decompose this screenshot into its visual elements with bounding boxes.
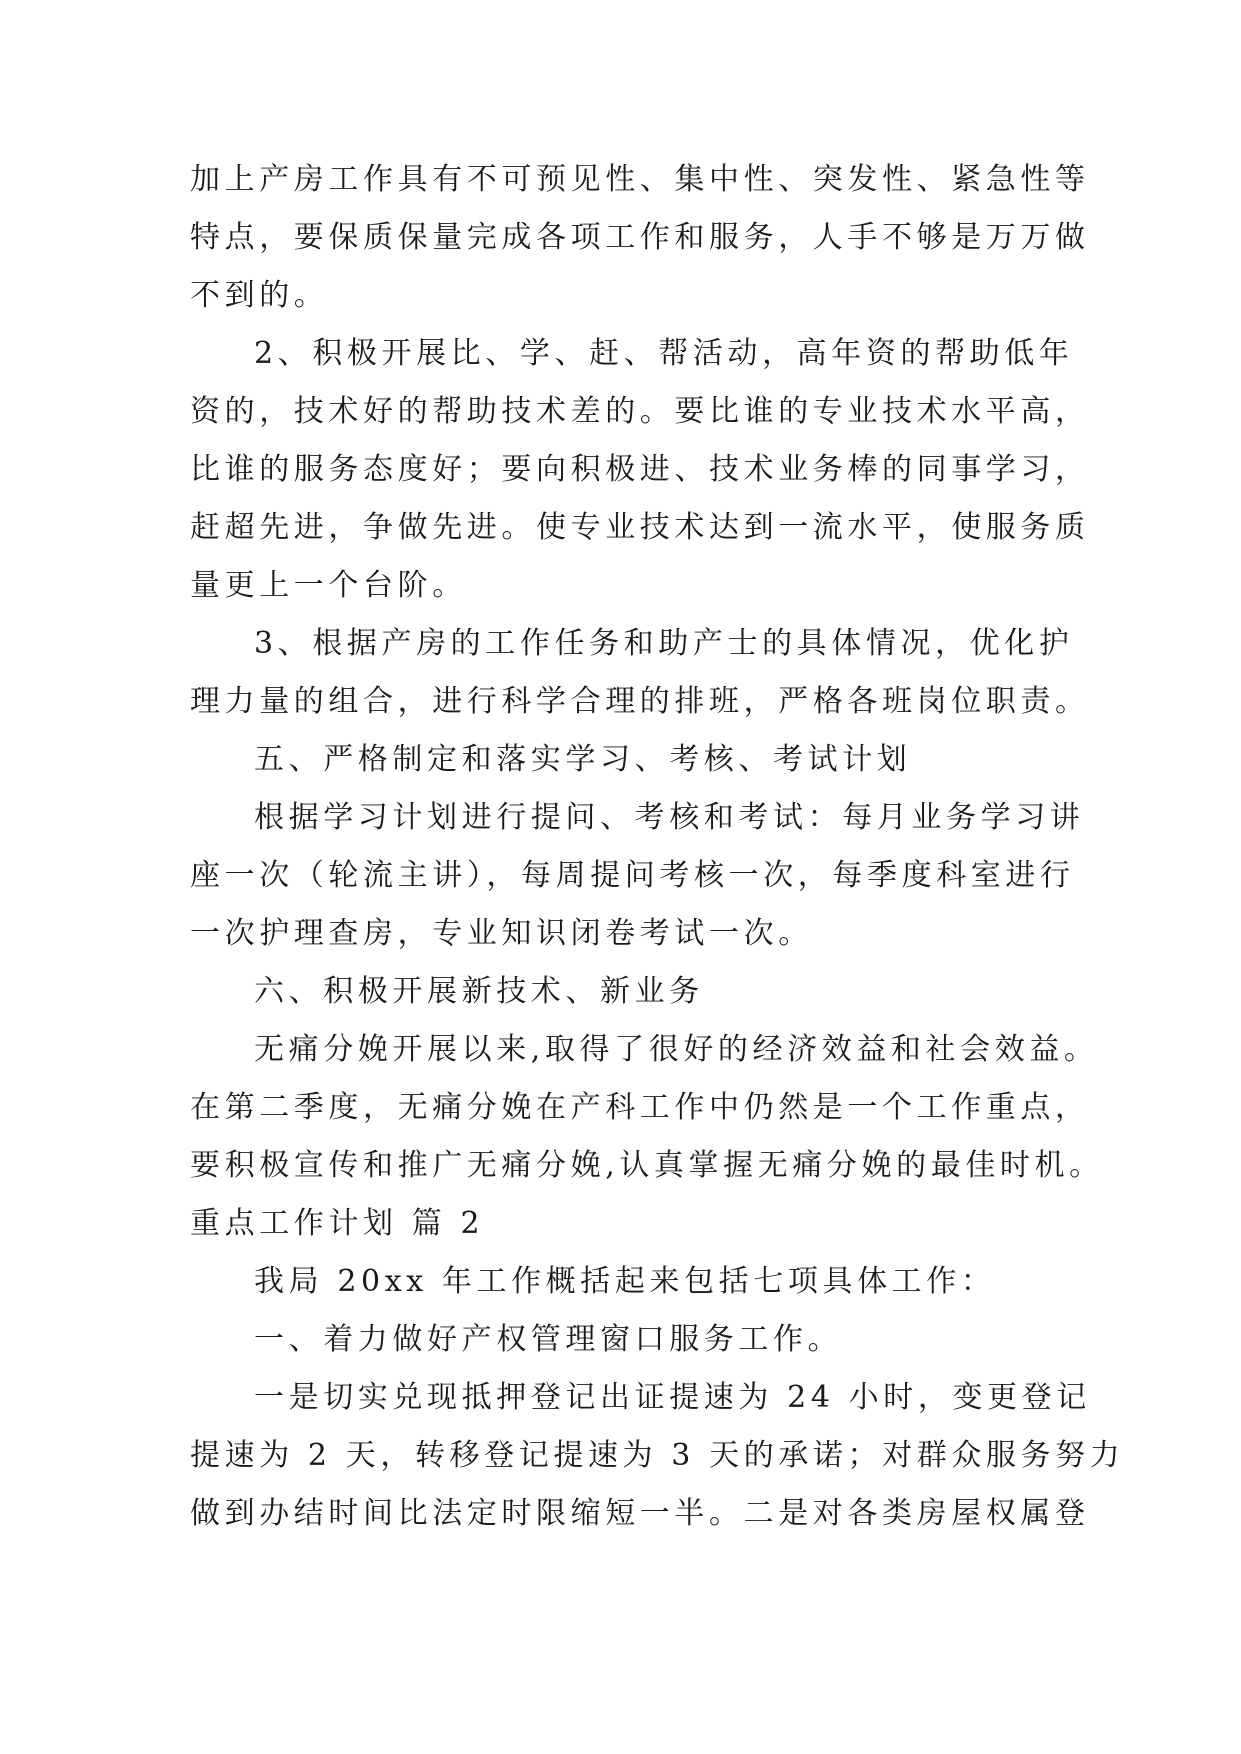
paragraph-start: 根据学习计划进行提问、考核和考试：每月业务学习讲: [254, 800, 1085, 835]
text-line: 要积极宣传和推广无痛分娩,认真掌握无痛分娩的最佳时机。: [190, 1148, 1104, 1183]
text-line: 理力量的组合，进行科学合理的排班，严格各班岗位职责。: [190, 684, 1090, 719]
text-line: 加上产房工作具有不可预见性、集中性、突发性、紧急性等: [190, 162, 1090, 197]
paragraph-start: 无痛分娩开展以来,取得了很好的经济效益和社会效益。: [254, 1032, 1099, 1067]
text-line: 座一次（轮流主讲），每周提问考核一次，每季度科室进行: [190, 858, 1075, 893]
paragraph-start: 一是切实兑现抵押登记出证提速为 24 小时，变更登记: [254, 1380, 1091, 1415]
text-line: 做到办结时间比法定时限缩短一半。二是对各类房屋权属登: [190, 1496, 1090, 1531]
text-line: 特点，要保质保量完成各项工作和服务，人手不够是万万做: [190, 220, 1090, 255]
text-line: 提速为 2 天，转移登记提速为 3 天的承诺；对群众服务努力: [190, 1438, 1125, 1473]
paragraph-start: 3、根据产房的工作任务和助产士的具体情况，优化护: [254, 626, 1074, 661]
text-line: 赶超先进，争做先进。使专业技术达到一流水平，使服务质: [190, 510, 1090, 545]
text-line: 量更上一个台阶。: [190, 568, 467, 603]
section-heading: 五、严格制定和落实学习、考核、考试计划: [254, 742, 912, 777]
text-line: 在第二季度，无痛分娩在产科工作中仍然是一个工作重点，: [190, 1090, 1090, 1125]
section-heading: 六、积极开展新技术、新业务: [254, 974, 704, 1009]
plan-title: 重点工作计划 篇 2: [190, 1206, 485, 1241]
text-line: 不到的。: [190, 278, 329, 313]
text-line: 一次护理查房，专业知识闭卷考试一次。: [190, 916, 813, 951]
text-line: 比谁的服务态度好；要向积极进、技术业务棒的同事学习，: [190, 452, 1090, 487]
paragraph-start: 2、积极开展比、学、赶、帮活动，高年资的帮助低年: [254, 336, 1074, 371]
paragraph-start: 我局 20xx 年工作概括起来包括七项具体工作：: [254, 1264, 996, 1299]
section-heading: 一、着力做好产权管理窗口服务工作。: [254, 1322, 843, 1357]
text-line: 资的，技术好的帮助技术差的。要比谁的专业技术水平高，: [190, 394, 1090, 429]
